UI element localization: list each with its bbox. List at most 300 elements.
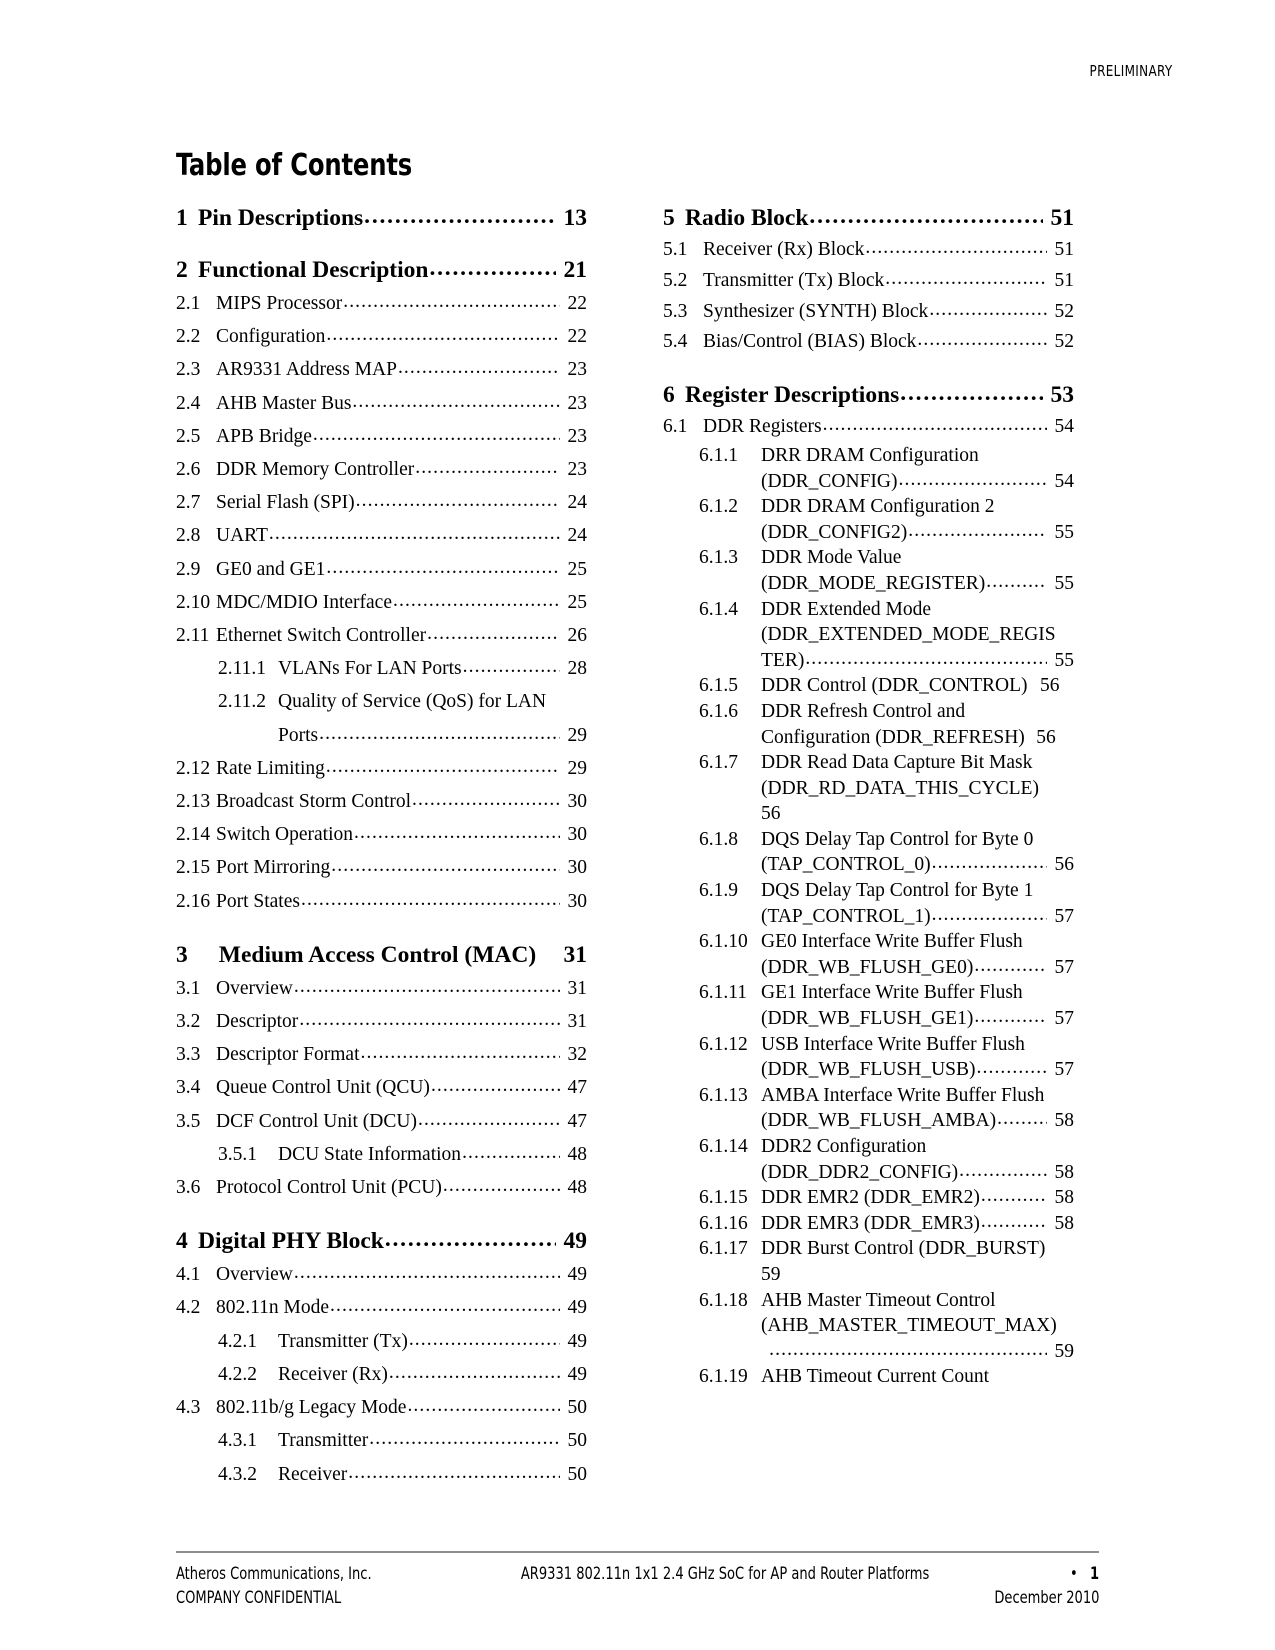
dot-leader xyxy=(299,1003,560,1036)
toc-entry-label: Digital PHY Block xyxy=(198,1228,384,1255)
toc-entry-number: 6.1.17 xyxy=(699,1238,748,1260)
toc-entry-label: Protocol Control Unit (PCU) xyxy=(216,1177,442,1199)
footer-confidential: COMPANY CONFIDENTIAL xyxy=(176,1588,342,1607)
toc-entry-number: 6.1.6 xyxy=(699,700,738,722)
toc-entry-page: 22 xyxy=(567,293,587,314)
toc-entry-2-1[interactable] xyxy=(176,287,587,320)
footer-divider xyxy=(176,1551,1099,1553)
toc-entry-line xyxy=(761,1236,1074,1262)
toc-entry-label-cont: (DDR_DDR2_CONFIG) xyxy=(761,1161,959,1183)
dot-leader xyxy=(409,1323,560,1356)
toc-entry-2-9[interactable] xyxy=(176,553,587,586)
toc-entry-number: 2.11 xyxy=(176,625,210,647)
toc-entry-label-cont: (DDR_CONFIG2) xyxy=(761,521,908,543)
toc-entry-6-1[interactable] xyxy=(663,412,1074,443)
dot-leader xyxy=(418,1103,560,1136)
toc-entry-label: DDR EMR3 (DDR_EMR3) xyxy=(761,1212,980,1234)
dot-leader xyxy=(981,1183,1047,1209)
toc-entry-line xyxy=(761,827,1074,853)
toc-entry-number: 2.10 xyxy=(176,591,211,613)
dot-leader xyxy=(326,318,560,351)
toc-entry-line xyxy=(761,1262,1074,1288)
toc-entry-page: 30 xyxy=(567,824,587,846)
dot-leader xyxy=(900,378,1043,408)
footer-page-number: 1 xyxy=(1089,1564,1099,1583)
dot-leader xyxy=(997,1106,1047,1132)
toc-entry-page: 57 xyxy=(1054,1059,1074,1081)
toc-entry-label: AMBA Interface Write Buffer Flush xyxy=(761,1084,1045,1106)
dot-leader xyxy=(393,584,560,617)
toc-entry-page: 58 xyxy=(1054,1187,1074,1209)
toc-entry-line xyxy=(761,1288,1074,1314)
toc-entry-page: 23 xyxy=(567,392,587,414)
toc-entry-1[interactable] xyxy=(176,203,587,233)
toc-entry-number: 2 xyxy=(176,257,188,283)
toc-entry-number: 6.1.11 xyxy=(699,982,748,1004)
toc-entry-body xyxy=(761,545,1074,596)
toc-entry-number: 2.9 xyxy=(176,558,201,580)
toc-entry-6-1-3[interactable] xyxy=(663,545,1074,596)
toc-entry-2-11[interactable] xyxy=(176,619,587,652)
toc-entry-6-1-16[interactable] xyxy=(663,1211,1074,1237)
toc-entry-page: 58 xyxy=(1054,1161,1074,1183)
toc-entry-line xyxy=(761,852,1074,878)
toc-entry-label: VLANs For LAN Ports xyxy=(278,658,462,680)
toc-entry-3[interactable] xyxy=(176,940,587,970)
toc-entry-line xyxy=(761,494,1074,520)
toc-entry-label: Broadcast Storm Control xyxy=(216,791,411,813)
toc-entry-number: 2.13 xyxy=(176,791,211,813)
toc-entry-page: 47 xyxy=(567,1077,587,1099)
dot-leader xyxy=(865,233,1047,264)
toc-entry-page: 31 xyxy=(563,941,587,968)
toc-entry-6-1-10[interactable] xyxy=(663,929,1074,980)
toc-entry-line xyxy=(761,1108,1074,1134)
toc-entry-page: 24 xyxy=(567,525,587,547)
toc-entry-5-2[interactable] xyxy=(663,266,1074,297)
toc-entry-line xyxy=(761,1134,1074,1160)
toc-entry-number: 6.1.12 xyxy=(699,1033,748,1055)
dot-leader xyxy=(929,295,1047,326)
toc-entry-label-cont: (DDR_RD_DATA_THIS_CYCLE) xyxy=(761,777,1039,799)
toc-entry-page: 30 xyxy=(567,791,587,813)
toc-entry-page: 50 xyxy=(567,1463,587,1485)
toc-entry-number: 5.2 xyxy=(663,269,688,291)
toc-entry-4-3-1[interactable] xyxy=(176,1424,587,1457)
toc-entry-3-6[interactable] xyxy=(176,1171,587,1204)
toc-entry-body xyxy=(761,827,1074,878)
toc-entry-label-cont: (DDR_WB_FLUSH_USB) xyxy=(761,1059,976,1081)
toc-entry-page: 49 xyxy=(567,1363,587,1385)
toc-entry-line xyxy=(761,571,1074,597)
dot-leader xyxy=(974,953,1047,979)
toc-entry-page: 30 xyxy=(567,890,587,912)
toc-entry-page: 56 xyxy=(1054,854,1074,876)
toc-entry-label: Synthesizer (SYNTH) Block xyxy=(703,300,929,322)
toc-entry-page: 13 xyxy=(563,205,587,231)
toc-entry-number: 2.2 xyxy=(176,326,201,348)
toc-entry-2-12[interactable] xyxy=(176,752,587,785)
toc-entry-page: 49 xyxy=(567,1264,587,1286)
toc-entry-label: DCF Control Unit (DCU) xyxy=(216,1110,417,1132)
dot-leader xyxy=(294,1256,560,1289)
toc-entry-label: Configuration xyxy=(216,326,326,348)
toc-entry-number: 4.2.2 xyxy=(218,1363,257,1385)
toc-entry-line xyxy=(761,443,1074,469)
toc-entry-3-4[interactable] xyxy=(176,1071,587,1104)
dot-leader xyxy=(932,850,1047,876)
dot-leader xyxy=(981,1209,1047,1235)
toc-entry-page: 52 xyxy=(1054,300,1074,322)
toc-entry-2-14[interactable] xyxy=(176,818,587,851)
toc-entry-label: Queue Control Unit (QCU) xyxy=(216,1077,430,1099)
toc-entry-label-cont: (DDR_WB_FLUSH_GE1) xyxy=(761,1008,974,1030)
dot-leader xyxy=(398,351,560,384)
toc-entry-6-1-4[interactable] xyxy=(663,597,1074,674)
dot-leader xyxy=(431,1069,560,1102)
dot-leader xyxy=(407,1389,560,1422)
toc-entry-label: Rate Limiting xyxy=(216,757,325,779)
toc-entry-number: 3.5.1 xyxy=(218,1143,257,1165)
toc-entry-3-3[interactable] xyxy=(176,1038,587,1071)
dot-leader xyxy=(348,1456,560,1489)
toc-entry-label: Receiver xyxy=(278,1463,348,1485)
toc-entry-6-1-13[interactable] xyxy=(663,1083,1074,1134)
dot-leader xyxy=(385,1224,556,1254)
toc-entry-2-13[interactable] xyxy=(176,785,587,818)
page-header-status: PRELIMINARY xyxy=(1089,62,1172,80)
toc-entry-page: 49 xyxy=(567,1330,587,1352)
toc-entry-label: Transmitter xyxy=(278,1430,369,1452)
toc-entry-page: 57 xyxy=(1054,905,1074,927)
toc-entry-page: 25 xyxy=(567,558,587,580)
toc-entry-page: 28 xyxy=(567,658,587,680)
toc-entry-6-1-5[interactable] xyxy=(663,673,1074,699)
toc-entry-number: 6.1.2 xyxy=(699,496,738,518)
dot-leader xyxy=(326,551,560,584)
dot-leader xyxy=(319,717,560,750)
toc-entry-2-6[interactable] xyxy=(176,453,587,486)
toc-entry-label: Ethernet Switch Controller xyxy=(216,625,427,647)
toc-entry-page: 29 xyxy=(567,757,587,779)
toc-entry-page: 30 xyxy=(567,857,587,879)
toc-entry-label-cont: (DDR_CONFIG) xyxy=(761,470,898,492)
toc-columns xyxy=(176,203,1074,1491)
toc-entry-6-1-7[interactable] xyxy=(663,750,1074,827)
toc-entry-2-3[interactable] xyxy=(176,353,587,386)
toc-entry-page: 56 xyxy=(1036,726,1056,748)
dot-leader xyxy=(269,517,560,550)
toc-entry-4-1[interactable] xyxy=(176,1258,587,1291)
toc-entry-2-11-1[interactable] xyxy=(176,652,587,685)
toc-entry-number: 3 xyxy=(176,941,188,968)
toc-entry-label: Register Descriptions xyxy=(685,382,900,409)
toc-entry-line xyxy=(761,776,1074,802)
toc-entry-2[interactable] xyxy=(176,255,587,285)
toc-entry-6-1-12[interactable] xyxy=(663,1032,1074,1083)
toc-entry-6-1-1[interactable] xyxy=(663,443,1074,494)
toc-entry-page: 54 xyxy=(1054,416,1074,438)
toc-entry-4-3[interactable] xyxy=(176,1391,587,1424)
toc-entry-label: Transmitter (Tx) Block xyxy=(703,269,885,291)
toc-entry-page: 50 xyxy=(567,1430,587,1452)
toc-entry-page: 50 xyxy=(567,1397,587,1419)
toc-entry-5[interactable] xyxy=(663,203,1074,233)
toc-entry-label: Receiver (Rx) xyxy=(278,1363,388,1385)
toc-entry-label: DDR Read Data Capture Bit Mask xyxy=(761,752,1033,774)
toc-entry-number: 5.1 xyxy=(663,239,688,260)
dot-leader xyxy=(805,646,1047,672)
toc-entry-number: 6.1.18 xyxy=(699,1289,748,1311)
toc-entry-5-1[interactable] xyxy=(663,235,1074,266)
toc-entry-6-1-14[interactable] xyxy=(663,1134,1074,1185)
toc-entry-label: MDC/MDIO Interface xyxy=(216,591,392,613)
toc-entry-number: 3.1 xyxy=(176,977,201,999)
toc-column-right xyxy=(663,203,1074,1491)
toc-entry-2-2[interactable] xyxy=(176,320,587,353)
dot-leader xyxy=(331,849,560,882)
toc-entry-6-1-15[interactable] xyxy=(663,1185,1074,1211)
toc-entry-line xyxy=(761,955,1074,981)
toc-entry-body xyxy=(761,878,1074,929)
toc-entry-2-10[interactable] xyxy=(176,586,587,619)
dot-leader xyxy=(917,325,1047,356)
toc-entry-2-11-2[interactable] xyxy=(176,685,587,751)
toc-entry-label: DDR Control (DDR_CONTROL) xyxy=(761,675,1028,697)
toc-entry-label: Bias/Control (BIAS) Block xyxy=(703,331,917,353)
toc-entry-number: 6.1.3 xyxy=(699,547,738,569)
toc-entry-page: 47 xyxy=(567,1110,587,1132)
toc-entry-line xyxy=(761,1339,1074,1365)
toc-entry-page: 23 xyxy=(567,425,587,447)
toc-entry-page: 22 xyxy=(567,326,587,348)
toc-entry-label: DDR DRAM Configuration 2 xyxy=(761,496,995,518)
toc-entry-label: AHB Master Bus xyxy=(216,392,352,414)
toc-entry-number: 6.1.10 xyxy=(699,931,748,953)
toc-entry-page: 59 xyxy=(1054,1340,1074,1362)
toc-entry-4-2-2[interactable] xyxy=(176,1358,587,1391)
toc-entry-line xyxy=(278,719,587,752)
toc-entry-number: 6.1.9 xyxy=(699,880,738,902)
toc-entry-label: AR9331 Address MAP xyxy=(216,359,397,381)
dot-leader xyxy=(326,750,560,783)
toc-entry-number: 4.2.1 xyxy=(218,1330,257,1352)
toc-entry-line xyxy=(761,520,1074,546)
toc-entry-label: Pin Descriptions xyxy=(198,205,364,231)
toc-entry-page: 52 xyxy=(1054,331,1074,353)
toc-entry-2-15[interactable] xyxy=(176,851,587,884)
toc-entry-6-1-6[interactable] xyxy=(663,699,1074,750)
toc-entry-label-cont: (DDR_EXTENDED_MODE_REGIS xyxy=(761,624,1056,646)
toc-entry-2-4[interactable] xyxy=(176,387,587,420)
toc-entry-number: 4.3.1 xyxy=(218,1430,257,1452)
dot-leader xyxy=(463,650,560,683)
toc-entry-body xyxy=(761,494,1074,545)
toc-entry-label: DRR DRAM Configuration xyxy=(761,444,979,466)
toc-entry-page: 48 xyxy=(567,1143,587,1165)
toc-entry-label: Overview xyxy=(216,977,293,999)
toc-entry-label: DDR Memory Controller xyxy=(216,459,415,481)
toc-entry-label-cont: (DDR_MODE_REGISTER) xyxy=(761,572,986,594)
toc-entry-line xyxy=(761,1032,1074,1058)
dot-leader xyxy=(330,1289,560,1322)
footer-company: Atheros Communications, Inc. xyxy=(176,1564,372,1583)
toc-entry-label: Radio Block xyxy=(685,205,809,231)
toc-entry-number: 2.11.2 xyxy=(218,691,267,713)
toc-entry-number: 4.1 xyxy=(176,1264,201,1286)
toc-entry-2-5[interactable] xyxy=(176,420,587,453)
toc-entry-label: DDR Burst Control (DDR_BURST) xyxy=(761,1238,1046,1260)
dot-leader xyxy=(352,385,560,418)
toc-entry-3-5[interactable] xyxy=(176,1105,587,1138)
toc-entry-4-2[interactable] xyxy=(176,1291,587,1324)
toc-entry-4[interactable] xyxy=(176,1226,587,1256)
toc-entry-label: Switch Operation xyxy=(216,824,354,846)
toc-entry-page: 23 xyxy=(567,459,587,481)
toc-entry-label: Serial Flash (SPI) xyxy=(216,492,355,514)
toc-entry-page: 31 xyxy=(567,977,587,999)
toc-entry-line xyxy=(761,597,1074,623)
toc-entry-label: Medium Access Control (MAC) xyxy=(218,941,537,968)
dot-leader xyxy=(899,467,1048,493)
toc-entry-line xyxy=(761,545,1074,571)
toc-entry-label: DCU State Information xyxy=(278,1143,462,1165)
toc-entry-label-cont2: 56 xyxy=(761,803,781,825)
toc-entry-2-8[interactable] xyxy=(176,519,587,552)
toc-entry-4-2-1[interactable] xyxy=(176,1325,587,1358)
toc-entry-label: Descriptor xyxy=(216,1011,299,1033)
toc-entry-label: Quality of Service (QoS) for LAN xyxy=(278,691,547,713)
toc-entry-label: Descriptor Format xyxy=(216,1044,360,1066)
toc-entry-label: Receiver (Rx) Block xyxy=(703,239,865,260)
toc-entry-label: Port Mirroring xyxy=(216,857,331,879)
toc-entry-6[interactable] xyxy=(663,380,1074,410)
toc-entry-page: 24 xyxy=(567,492,587,514)
toc-entry-page: 51 xyxy=(1054,269,1074,291)
toc-entry-label: DDR EMR2 (DDR_EMR2) xyxy=(761,1187,980,1209)
toc-entry-number: 3.2 xyxy=(176,1011,201,1033)
toc-entry-body xyxy=(278,685,587,751)
toc-entry-number: 4.3.2 xyxy=(218,1463,257,1485)
toc-entry-4-3-2[interactable] xyxy=(176,1458,587,1491)
toc-entry-number: 4 xyxy=(176,1228,188,1255)
toc-entry-body xyxy=(761,1083,1074,1134)
toc-entry-page: 25 xyxy=(567,591,587,613)
toc-entry-page: 55 xyxy=(1054,649,1074,671)
toc-entry-number: 6.1.13 xyxy=(699,1084,748,1106)
toc-entry-2-7[interactable] xyxy=(176,486,587,519)
toc-entry-page: 29 xyxy=(567,724,587,746)
toc-entry-number: 3.4 xyxy=(176,1077,201,1099)
dot-leader xyxy=(932,902,1047,928)
page-title: Table of Contents xyxy=(176,148,413,183)
toc-entry-page: 55 xyxy=(1054,572,1074,594)
toc-entry-label: 802.11b/g Legacy Mode xyxy=(216,1397,407,1419)
toc-entry-page: 55 xyxy=(1054,521,1074,543)
toc-entry-number: 6.1.5 xyxy=(699,675,738,697)
toc-entry-body xyxy=(761,750,1074,827)
page-footer xyxy=(176,1562,1099,1610)
toc-entry-line xyxy=(761,648,1074,674)
toc-entry-line xyxy=(761,1083,1074,1109)
toc-entry-2-16[interactable] xyxy=(176,885,587,918)
toc-entry-number: 2.12 xyxy=(176,757,211,779)
toc-entry-body xyxy=(761,699,1074,750)
toc-entry-number: 6.1.15 xyxy=(699,1187,748,1209)
toc-entry-number: 6.1.8 xyxy=(699,828,738,850)
toc-entry-page: 26 xyxy=(567,625,587,647)
toc-entry-body xyxy=(761,1288,1074,1365)
toc-entry-6-1-17[interactable] xyxy=(663,1236,1074,1287)
toc-entry-page: 56 xyxy=(1040,675,1060,697)
toc-entry-label: AHB Master Timeout Control xyxy=(761,1289,996,1311)
toc-entry-number: 6.1.19 xyxy=(699,1366,748,1388)
toc-entry-6-1-19[interactable] xyxy=(663,1364,1074,1390)
toc-entry-number: 4.2 xyxy=(176,1297,201,1319)
dot-leader xyxy=(885,264,1047,295)
dot-leader xyxy=(427,617,560,650)
toc-entry-label: Transmitter (Tx) xyxy=(278,1330,408,1352)
toc-entry-page: 57 xyxy=(1054,956,1074,978)
footer-date: December 2010 xyxy=(993,1588,1099,1607)
toc-entry-6-1-8[interactable] xyxy=(663,827,1074,878)
toc-entry-6-1-2[interactable] xyxy=(663,494,1074,545)
toc-entry-page: 23 xyxy=(567,359,587,381)
toc-entry-label-cont: (TAP_CONTROL_0) xyxy=(761,854,931,876)
toc-entry-body xyxy=(761,980,1074,1031)
toc-entry-line xyxy=(761,469,1074,495)
toc-entry-page: 21 xyxy=(563,257,587,283)
toc-entry-page: 53 xyxy=(1050,382,1074,409)
toc-entry-number: 3.3 xyxy=(176,1044,201,1066)
toc-entry-label: Port States xyxy=(216,890,300,912)
toc-entry-line xyxy=(278,685,587,718)
toc-entry-line xyxy=(761,801,1074,827)
toc-entry-3-2[interactable] xyxy=(176,1005,587,1038)
toc-entry-number: 2.7 xyxy=(176,492,201,514)
footer-doc-title: AR9331 802.11n 1x1 2.4 GHz SoC for AP and Router Platforms xyxy=(520,1564,930,1583)
toc-entry-line xyxy=(761,622,1074,648)
toc-entry-label-cont: 59 xyxy=(761,1263,781,1285)
toc-entry-6-1-18[interactable] xyxy=(663,1288,1074,1365)
toc-entry-3-5-1[interactable] xyxy=(176,1138,587,1171)
toc-entry-line xyxy=(761,904,1074,930)
toc-entry-label-cont: (DDR_WB_FLUSH_GE0) xyxy=(761,956,974,978)
toc-entry-5-4[interactable] xyxy=(663,327,1074,358)
dot-leader xyxy=(977,1055,1047,1081)
toc-entry-line xyxy=(761,1057,1074,1083)
toc-entry-number: 3.5 xyxy=(176,1110,201,1132)
dot-leader xyxy=(443,1169,560,1202)
toc-entry-number: 6 xyxy=(663,382,675,409)
footer-bullet: • xyxy=(1069,1564,1078,1583)
toc-entry-label: DDR Extended Mode xyxy=(761,598,932,620)
dot-leader xyxy=(354,816,560,849)
toc-entry-6-1-9[interactable] xyxy=(663,878,1074,929)
toc-entry-number: 2.8 xyxy=(176,525,201,547)
toc-entry-6-1-11[interactable] xyxy=(663,980,1074,1031)
toc-entry-line xyxy=(761,1313,1074,1339)
toc-entry-5-3[interactable] xyxy=(663,297,1074,328)
toc-entry-page: 54 xyxy=(1054,470,1074,492)
toc-entry-number: 2.1 xyxy=(176,293,201,314)
toc-entry-label: 802.11n Mode xyxy=(216,1297,330,1319)
toc-entry-page: 31 xyxy=(567,1011,587,1033)
toc-entry-label: MIPS Processor xyxy=(216,293,343,314)
footer-page-group xyxy=(1058,1562,1099,1586)
dot-leader xyxy=(429,253,556,283)
toc-entry-3-1[interactable] xyxy=(176,972,587,1005)
